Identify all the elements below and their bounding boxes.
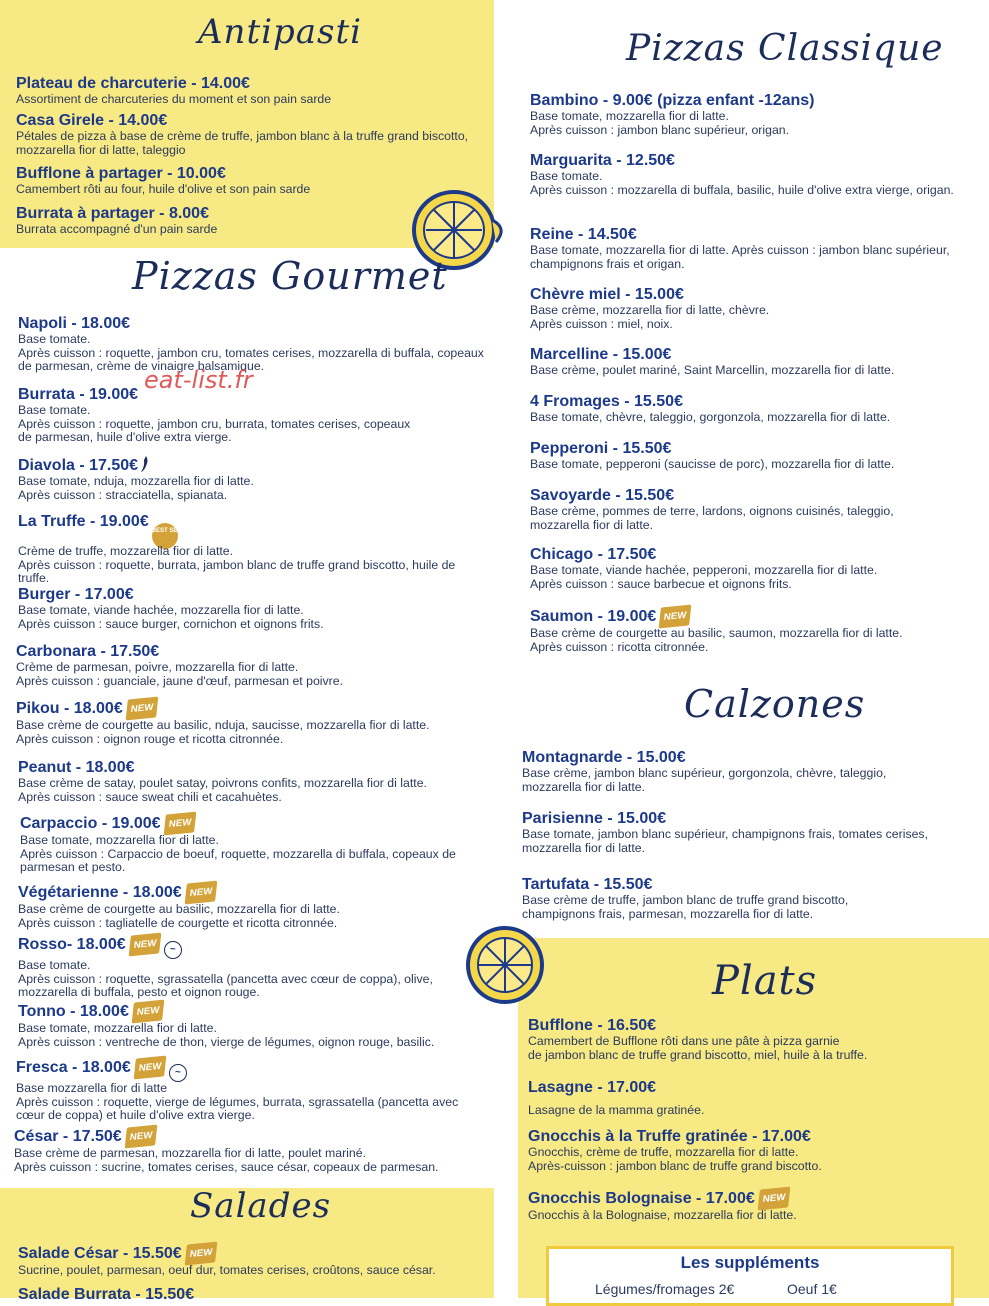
item-desc: Base tomate, mozzarella fior di latte. Après cuisson : jambon blanc supérieur, origan. xyxy=(530,109,790,137)
item-desc: Base crème, poulet mariné, Saint Marcellin, mozzarella fior di latte. xyxy=(530,363,895,377)
menu-item-antipasti-2 xyxy=(16,164,416,197)
item-name: Napoli - 18.00€ xyxy=(18,315,131,332)
vegetable-icon: ~ xyxy=(169,1064,187,1082)
item-desc: Base tomate, viande hachée, mozzarella fior di latte. Après cuisson : sauce burger, cornichon et oignons frits. xyxy=(18,603,324,631)
item-name: Végétarienne - 18.00€ xyxy=(18,884,182,901)
item-desc: Base crème de satay, poulet satay, poivrons confits, mozzarella fior di latte. Après cuisson : sauce sweat chili et cacahuètes. xyxy=(18,776,427,804)
item-desc: Base tomate. Après cuisson : roquette, jambon cru, tomates cerises, mozzarella di buffala, copeaux de parmesan, crème de vinaigre balsamique. xyxy=(18,332,484,374)
item-name: 4 Fromages - 15.50€ xyxy=(530,393,683,410)
item-desc: Base tomate. Après cuisson : roquette, jambon cru, burrata, tomates cerises, copeaux de parmesan, huile d'olive extra vierge. xyxy=(18,403,411,445)
menu-item-gourmet-4 xyxy=(18,585,478,631)
item-desc: Camembert rôti au four, huile d'olive et son pain sarde xyxy=(16,182,311,196)
item-name: Plateau de charcuterie - 14.00€ xyxy=(16,75,250,92)
menu-item-classique-6 xyxy=(530,439,970,472)
menu-item-classique-8 xyxy=(530,545,970,591)
menu-item-classique-2 xyxy=(530,225,950,271)
item-name: Gnocchis à la Truffe gratinée - 17.00€ xyxy=(528,1128,811,1145)
menu-item-gourmet-7 xyxy=(18,758,488,804)
item-desc: Base tomate, viande hachée, pepperoni, mozzarella fior di latte. Après cuisson : sauce barbecue et oignons frits. xyxy=(530,563,878,591)
menu-item-classique-9 xyxy=(530,606,970,654)
item-desc: Camembert de Bufflone rôti dans une pâte à pizza garnie de jambon blanc de truffe grand biscotto, miel, huile à la truffe. xyxy=(528,1034,868,1062)
item-desc: Base crème de parmesan, mozzarella fior di latte, poulet mariné. Après cuisson : sucrine, tomates cerises, sauce césar, copeaux de parmesan. xyxy=(14,1146,439,1174)
menu-item-salade-0 xyxy=(18,1243,488,1278)
watermark: eat-list.fr xyxy=(144,366,253,394)
item-name: Bufflone à partager - 10.00€ xyxy=(16,165,226,182)
item-name: Montagnarde - 15.00€ xyxy=(522,749,686,766)
item-desc: Base tomate, mozzarella fior di latte. Après cuisson : jambon blanc supérieur, champignons frais et origan. xyxy=(530,243,950,271)
item-name: Bambino - 9.00€ (pizza enfant -12ans) xyxy=(530,92,815,109)
item-name: La Truffe - 19.00€ xyxy=(18,513,149,530)
item-desc: Base crème, jambon blanc supérieur, gorgonzola, chèvre, taleggio, mozzarella fior di latte. xyxy=(522,766,887,794)
menu-item-gourmet-3 xyxy=(18,512,478,586)
section-title-antipasti: Antipasti xyxy=(198,12,363,52)
item-name: Lasagne - 17.00€ xyxy=(528,1079,657,1096)
item-name: Savoyarde - 15.50€ xyxy=(530,487,675,504)
new-badge: NEW xyxy=(125,696,158,720)
new-badge: NEW xyxy=(131,999,164,1023)
menu-item-calzone-2 xyxy=(522,875,912,921)
menu-item-classique-3 xyxy=(530,285,970,331)
menu-item-plat-0 xyxy=(528,1016,968,1062)
item-desc: Crème de parmesan, poivre, mozzarella fior di latte. Après cuisson : guanciale, jaune d'œuf, parmesan et poivre. xyxy=(16,660,344,688)
new-badge: NEW xyxy=(133,1055,166,1079)
menu-item-plat-2 xyxy=(528,1127,968,1173)
item-desc: Base crème de courgette au basilic, nduja, saucisse, mozzarella fior di latte. Après cuisson : oignon rouge et ricotta citronnée. xyxy=(16,718,430,746)
menu-item-gourmet-9 xyxy=(18,882,488,930)
lemon-icon xyxy=(464,924,546,1006)
menu-item-classique-7 xyxy=(530,486,940,532)
menu-item-classique-0 xyxy=(530,91,970,137)
supplements-box xyxy=(546,1246,954,1306)
item-name: Salade César - 15.50€ xyxy=(18,1245,182,1262)
menu-item-calzone-1 xyxy=(522,809,982,855)
item-desc: Base mozzarella fior di latte Après cuisson : roquette, vierge de légumes, burrata, sgrassatella (pancetta avec cœur de coppa) et huile d'olive extra vierge. xyxy=(16,1081,459,1123)
item-desc: Base tomate, mozzarella fior di latte. Après cuisson : ventreche de thon, vierge de légumes, oignon rouge, basilic. xyxy=(18,1021,435,1049)
menu-item-antipasti-0 xyxy=(16,74,484,107)
item-desc: Gnocchis, crème de truffe, mozzarella fior di latte. Après-cuisson : jambon blanc de truffe grand biscotto. xyxy=(528,1145,822,1173)
item-name: Carbonara - 17.50€ xyxy=(16,643,160,660)
vegetable-icon: ~ xyxy=(164,941,182,959)
item-desc: Base tomate, nduja, mozzarella fior di latte. Après cuisson : stracciatella, spianata. xyxy=(18,474,254,502)
menu-item-classique-5 xyxy=(530,392,970,425)
menu-item-gourmet-12 xyxy=(16,1057,486,1123)
item-name: Burger - 17.00€ xyxy=(18,586,134,603)
item-name: Rosso- 18.00€ xyxy=(18,936,126,953)
item-name: Bufflone - 16.50€ xyxy=(528,1017,657,1034)
item-desc: Base crème, mozzarella fior di latte, chèvre. Après cuisson : miel, noix. xyxy=(530,303,770,331)
item-name: Marcelline - 15.00€ xyxy=(530,346,672,363)
new-badge: NEW xyxy=(128,932,161,956)
item-desc: Base crème de courgette au basilic, mozzarella fior di latte. Après cuisson : tagliatelle de courgette et ricotta citronnée. xyxy=(18,902,340,930)
best-seller-badge: BEST SELLER xyxy=(152,523,178,549)
item-name: Burrata à partager - 8.00€ xyxy=(16,205,209,222)
item-desc: Pétales de pizza à base de crème de truffe, jambon blanc à la truffe grand biscotto, mozzarella fior di latte, taleggio xyxy=(16,129,469,157)
section-title-calzones: Calzones xyxy=(684,682,866,726)
new-badge: NEW xyxy=(184,1241,217,1265)
menu-item-calzone-0 xyxy=(522,748,942,794)
menu-item-classique-4 xyxy=(530,345,970,378)
item-desc: Burrata accompagné d'un pain sarde xyxy=(16,222,218,236)
menu-item-gourmet-13 xyxy=(14,1126,488,1174)
section-title-gourmet: Pizzas Gourmet xyxy=(132,254,448,298)
menu-item-gourmet-2 xyxy=(18,456,478,502)
menu-item-gourmet-10 xyxy=(18,934,458,1000)
supplement-item: Oeuf 1€ xyxy=(787,1281,837,1297)
item-name: Marguarita - 12.50€ xyxy=(530,152,675,169)
item-desc: Base tomate, pepperoni (saucisse de porc), mozzarella fior di latte. xyxy=(530,457,895,471)
menu-item-salade-1 xyxy=(18,1285,488,1304)
menu-item-plat-3 xyxy=(528,1188,968,1223)
item-desc: Base tomate. Après cuisson : roquette, sgrassatella (pancetta avec cœur de coppa), olive, mozzarella di buffala, pesto et oignon rouge. xyxy=(18,958,433,1000)
item-desc: Base crème de truffe, jambon blanc de truffe grand biscotto, champignons frais, parmesan, mozzarella fior di latte. xyxy=(522,893,849,921)
new-badge: NEW xyxy=(163,811,196,835)
menu-item-gourmet-8 xyxy=(20,813,480,875)
new-badge: NEW xyxy=(659,604,692,628)
item-desc: Lasagne de la mamma gratinée. xyxy=(528,1103,705,1117)
item-name: Burrata - 19.00€ xyxy=(18,386,139,403)
item-name: César - 17.50€ xyxy=(14,1128,122,1145)
item-name: Casa Girele - 14.00€ xyxy=(16,112,168,129)
menu-item-antipasti-3 xyxy=(16,204,416,237)
item-name: Reine - 14.50€ xyxy=(530,226,637,243)
item-desc: Base crème, pommes de terre, lardons, oignons cuisinés, taleggio, mozzarella fior di latte. xyxy=(530,504,894,532)
item-name: Saumon - 19.00€ xyxy=(530,608,657,625)
menu-item-gourmet-1 xyxy=(18,385,418,445)
item-name: Parisienne - 15.00€ xyxy=(522,810,667,827)
menu-item-antipasti-1 xyxy=(16,111,484,157)
item-name: Chèvre miel - 15.00€ xyxy=(530,286,684,303)
item-name: Salade Burrata - 15.50€ xyxy=(18,1286,195,1303)
item-name: Tonno - 18.00€ xyxy=(18,1003,129,1020)
section-title-plats: Plats xyxy=(712,958,818,1004)
item-desc: Gnocchis à la Bolognaise, mozzarella fior di latte. xyxy=(528,1208,797,1222)
item-name: Tartufata - 15.50€ xyxy=(522,876,653,893)
menu-item-classique-1 xyxy=(530,151,970,197)
item-desc: Sucrine, poulet, parmesan, oeuf dur, tomates cerises, croûtons, sauce césar. xyxy=(18,1263,436,1277)
item-desc: Base tomate, chèvre, taleggio, gorgonzola, mozzarella fior di latte. xyxy=(530,410,891,424)
new-badge: NEW xyxy=(124,1124,157,1148)
section-title-salades: Salades xyxy=(190,1186,332,1226)
item-name: Gnocchis Bolognaise - 17.00€ xyxy=(528,1190,755,1207)
menu-item-plat-1 xyxy=(528,1078,968,1118)
item-name: Fresca - 18.00€ xyxy=(16,1059,131,1076)
menu-item-gourmet-5 xyxy=(16,642,476,688)
item-desc: Crème de truffe, mozzarella fior di latte. Après cuisson : roquette, burrata, jambon blanc de truffe grand biscotto, huile de truffe. xyxy=(18,544,456,586)
menu-item-gourmet-0 xyxy=(18,314,490,374)
section-title-classique: Pizzas Classique xyxy=(626,28,944,69)
item-name: Pikou - 18.00€ xyxy=(16,700,123,717)
menu-item-gourmet-6 xyxy=(16,698,486,746)
chili-icon xyxy=(141,456,149,472)
item-name: Diavola - 17.50€ xyxy=(18,457,139,474)
item-desc: Base tomate. Après cuisson : mozzarella di buffala, basilic, huile d'olive extra vierge, origan. xyxy=(530,169,954,197)
item-name: Peanut - 18.00€ xyxy=(18,759,135,776)
supplements-title: Les suppléments xyxy=(680,1253,820,1272)
new-badge: NEW xyxy=(184,880,217,904)
item-desc: Base tomate, mozzarella fior di latte. Après cuisson : Carpaccio de boeuf, roquette, mozzarella di buffala, copeaux de parmesan et pesto. xyxy=(20,833,456,875)
item-name: Chicago - 17.50€ xyxy=(530,546,657,563)
item-desc: Base crème de courgette au basilic, saumon, mozzarella fior di latte. Après cuisson : ricotta citronnée. xyxy=(530,626,903,654)
item-desc: Base tomate, jambon blanc supérieur, champignons frais, tomates cerises, mozzarella fior di latte. xyxy=(522,827,929,855)
menu-item-gourmet-11 xyxy=(18,1001,488,1049)
supplement-item: Légumes/fromages 2€ xyxy=(595,1281,735,1297)
item-name: Carpaccio - 19.00€ xyxy=(20,815,161,832)
new-badge: NEW xyxy=(757,1186,790,1210)
item-desc: Assortiment de charcuteries du moment et son pain sarde xyxy=(16,92,332,106)
item-name: Pepperoni - 15.50€ xyxy=(530,440,672,457)
